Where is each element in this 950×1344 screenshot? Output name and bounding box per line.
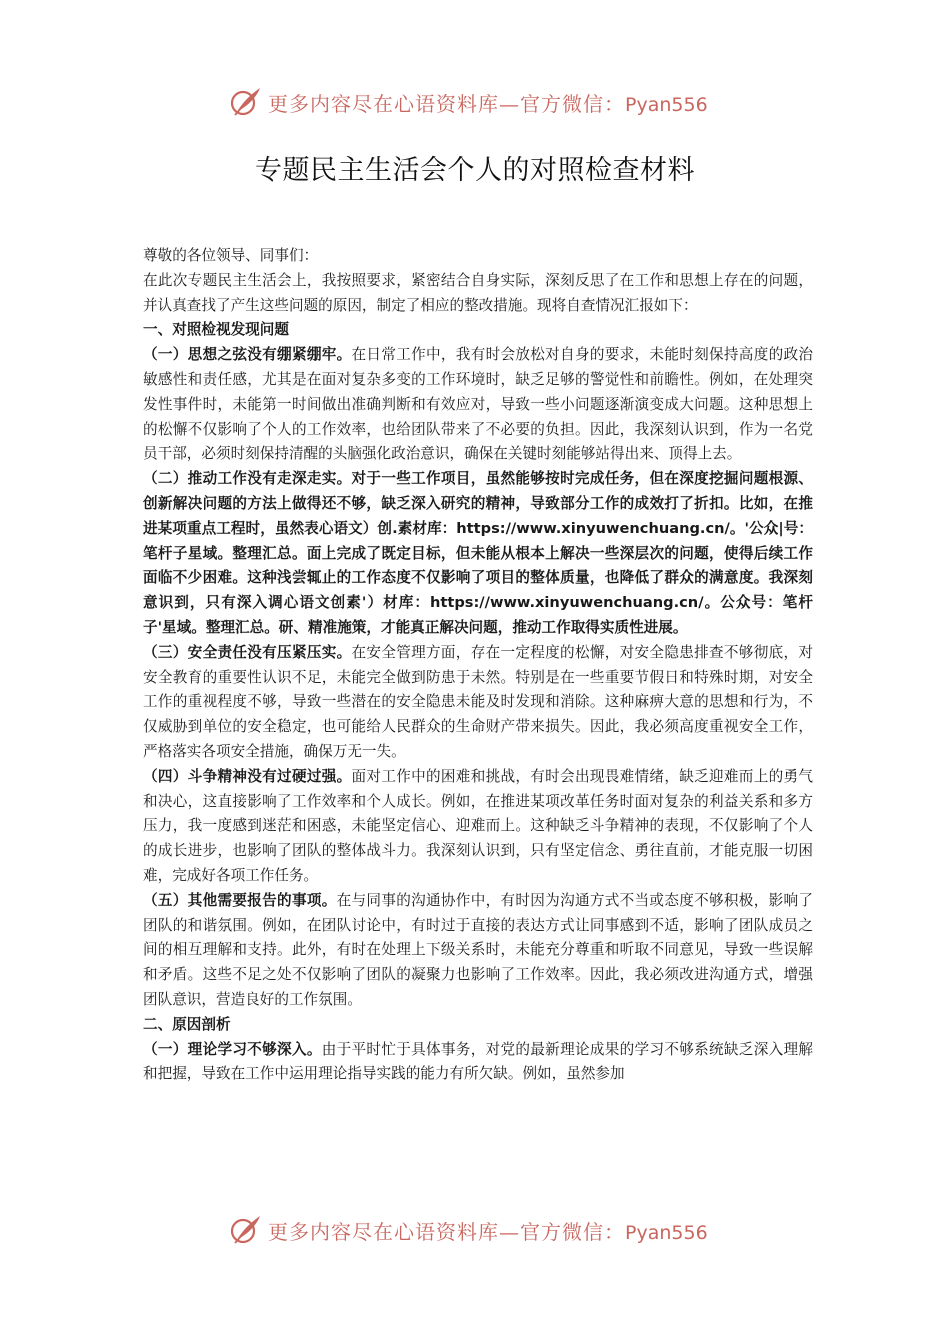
- paragraph-3-body: 在安全管理方面，存在一定程度的松懈，对安全隐患排查不够彻底，对安全教育的重要性认识不足，未能完全做到防患于未然。特别是在一些重要节假日和特殊时期，对安全工作的重视程度不够，导致一些潜在的安全隐患未能及时发现和消除。这种麻痹大意的思想和行为，不仅威胁到单位的安全稳定，也可能给人民群众的生命财产带来损失。因此，我必须高度重视安全工作，严格落实各项安全措施，确保万无一失。: [143, 643, 813, 760]
- section-heading-1: 一、对照检视发现问题: [143, 321, 289, 339]
- banner-label: 更多内容尽在心语资料库—官方微信：: [268, 91, 625, 116]
- paragraph-5-body: 在与同事的沟通协作中，有时因为沟通方式不当或态度不够积极，影响了团队的和谐氛围。例如，在团队讨论中，有时过于直接的表达方式让同事感到不适，影响了团队成员之间的相互理解和支持。此外，有时在处理上下级关系时，未能充分尊重和听取不同意见，导致一些误解和矛盾。这些不足之处不仅影响了团队的凝聚力也影响了工作效率。因此，我必须改进沟通方式，增强团队意识，营造良好的工作氛围。: [143, 891, 813, 1008]
- paragraph-3-heading: （三）安全责任没有压紧压实。: [143, 643, 352, 661]
- paragraph-1-heading: （一）思想之弦没有绷紧绷牢。: [143, 346, 352, 364]
- paragraph-6: [143, 1038, 813, 1088]
- paragraph-6-body: 由于平时忙于具体事务，对党的最新理论成果的学习不够系统缺乏深入理解和把握，导致在工作中运用理论指导实践的能力有所欠缺。例如，虽然参加: [143, 1040, 813, 1083]
- banner-label: 更多内容尽在心语资料库—官方微信：: [268, 1219, 625, 1244]
- document-body: [143, 244, 813, 1087]
- paragraph-5: [143, 889, 813, 1013]
- intro-paragraph: 在此次专题民主生活会上，我按照要求，紧密结合自身实际，深刻反思了在工作和思想上存在的问题，并认真查找了产生这些问题的原因，制定了相应的整改措施。现将自查情况汇报如下：: [143, 271, 813, 314]
- paragraph-5-heading: （五）其他需要报告的事项。: [143, 891, 337, 909]
- paragraph-1-body: 在日常工作中，我有时会放松对自身的要求，未能时刻保持高度的政治敏感性和责任感，尤其是在面对复杂多变的工作环境时，缺乏足够的警觉性和前瞻性。例如，在处理突发性事件时，未能第一时间做出准确判断和有效应对，导致一些小问题逐渐演变成大问题。这种思想上的松懈不仅影响了个人的工作效率，也给团队带来了不必要的负担。因此，我深刻认识到，作为一名党员干部，必须时刻保持清醒的头脑强化政治意识，确保在关键时刻能够站得出来、顶得上去。: [143, 346, 813, 463]
- paragraph-1: [143, 343, 813, 467]
- page-title: 专题民主生活会个人的对照检查材料: [255, 155, 695, 186]
- greeting: 尊敬的各位领导、同事们：: [143, 247, 319, 264]
- paragraph-3: [143, 641, 813, 765]
- paragraph-6-heading: （一）理论学习不够深入。: [143, 1040, 322, 1058]
- quill-logo-icon: [228, 1213, 262, 1247]
- header-banner: [0, 80, 950, 124]
- quill-logo-icon: [228, 85, 262, 119]
- footer-banner: [0, 1208, 950, 1252]
- paragraph-4-heading: （四）斗争精神没有过硬过强。: [143, 767, 352, 785]
- banner-text: [268, 88, 708, 117]
- banner-wechat-id: Pyan556: [625, 93, 708, 116]
- section-heading-2: 二、原因剖析: [143, 1015, 231, 1033]
- paragraph-2: （二）推动工作没有走深走实。对于一些工作项目，虽然能够按时完成任务，但在深度挖掘问题根源、创新解决问题的方法上做得还不够，缺乏深入研究的精神，导致部分工作的成效打了折扣。比如，在推进某项重点工程时，虽然表心语文）创.素材库：https://www.xinyuwenchuang.cn/。'公众|号：笔杆子星域。整理汇总。面上完成了既定目标，但未能从根本上解决一些深层次的问题，使得后续工作面临不少困难。这种浅尝辄止的工作态度不仅影响了项目的整体质量，也降低了群众的满意度。我深刻意识到，只有深入调心语文创素'）材库：https://www.xinyuwenchuang.cn/。公众号：笔杆子'星域。整理汇总。研、精准施策，才能真正解决问题，推动工作取得实质性进展。: [143, 470, 813, 636]
- paragraph-4: [143, 765, 813, 889]
- banner-text: [268, 1216, 708, 1245]
- paragraph-4-body: 面对工作中的困难和挑战，有时会出现畏难情绪，缺乏迎难而上的勇气和决心，这直接影响了工作效率和个人成长。例如，在推进某项改革任务时面对复杂的利益关系和多方压力，我一度感到迷茫和困惑，未能坚定信心、迎难而上。这种缺乏斗争精神的表现，不仅影响了个人的成长进步，也影响了团队的整体战斗力。我深刻认识到，只有坚定信念、勇往直前，才能克服一切困难，完成好各项工作任务。: [143, 767, 813, 884]
- banner-wechat-id: Pyan556: [625, 1221, 708, 1244]
